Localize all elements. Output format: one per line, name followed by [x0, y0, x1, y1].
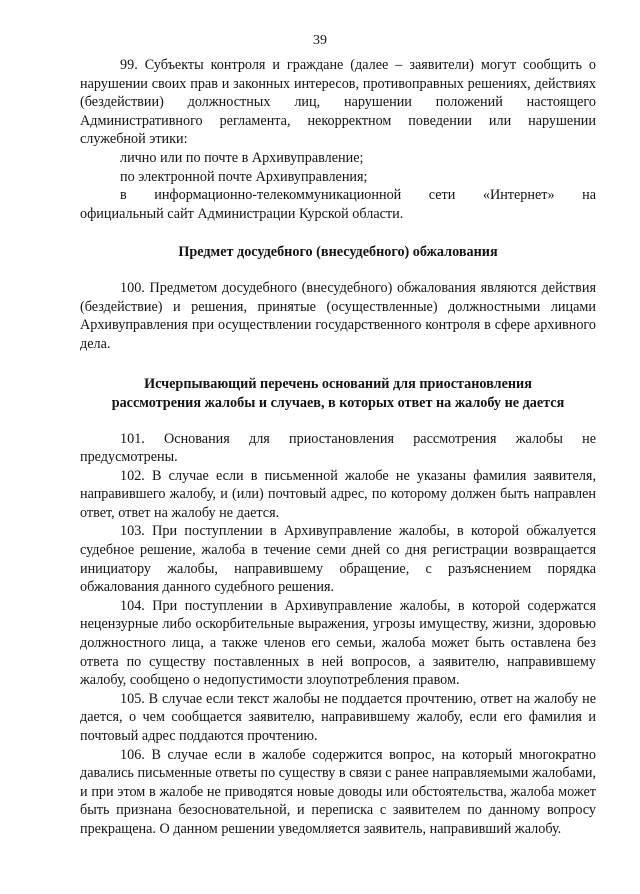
paragraph-100: 100. Предметом досудебного (внесудебного) обжалования являются действия (бездействие) и решения, принятые (осуществленные) должностными лицами Архивуправления при осуществлении государственного контроля в сфере архивного дела. [80, 279, 596, 352]
page-number: 39 [313, 33, 327, 48]
paragraph-102: 102. В случае если в письменной жалобе не указаны фамилия заявителя, направившего жалобу, и (или) почтовый адрес, по которому должен быть направлен ответ, ответ на жалобу не дается. [80, 467, 596, 521]
paragraph-103: 103. При поступлении в Архивуправление жалобы, в которой обжалуется судебное решение, жалоба в течение семи дней со дня регистрации возвращается инициатору жалобы, направившему обращение, с разъяснением порядка обжалования данного судебного решения. [80, 523, 596, 596]
section-heading-appeal-subject: Предмет досудебного (внесудебного) обжалования [178, 244, 498, 261]
paragraph-105: 105. В случае если текст жалобы не поддается прочтению, ответ на жалобу не дается, о чем сообщается заявителю, направившему жалобу, если его фамилия и почтовый адрес поддаются прочтению. [80, 690, 596, 744]
paragraph-101: 101. Основания для приостановления рассмотрения жалобы не предусмотрены. [80, 430, 596, 466]
list-item-internet-continuation: официальный сайт Администрации Курской области. [80, 205, 404, 222]
paragraph-106: 106. В случае если в жалобе содержится вопрос, на который многократно давались письменные ответы по существу в связи с ранее направляемыми жалобами, и при этом в жалобе не приводятся новые доводы или обстоятельства, жалоба может быть признана безосновательной, и переписка с заявителем по данному вопросу прекращена. О данном решении уведомляется заявитель, направивший жалобу. [80, 746, 596, 837]
paragraph-99: 99. Субъекты контроля и граждане (далее – заявители) могут сообщить о нарушении своих прав и законных интересов, противоправных решениях, действиях (бездействии) должностных лиц, нарушении положений настоящего Административного регламента, некорректном поведении или нарушении служебной этики: [80, 57, 596, 148]
section-heading-suspension-line-2: рассмотрения жалобы и случаев, в которых ответ на жалобу не дается [111, 394, 565, 411]
paragraph-104: 104. При поступлении в Архивуправление жалобы, в которой содержатся нецензурные либо оскорбительные выражения, угрозы имуществу, жизни, здоровью должностного лица, а также членов его семьи, жалоба может быть оставлена без ответа по существу поставленных в ней вопросов, а заявителю, направившему жалобу, сообщено о недопустимости злоупотребления правом. [80, 597, 596, 689]
section-heading-suspension-line-1: Исчерпывающий перечень оснований для приостановления [144, 376, 532, 393]
section-heading-suspension [80, 375, 596, 412]
page-content [80, 56, 596, 839]
list-item-email: по электронной почте Архивуправления; [120, 168, 368, 185]
list-item-internet: в информационно-телекоммуникационной сети «Интернет» на [120, 187, 596, 204]
list-item-mail: лично или по почте в Архивуправление; [120, 149, 364, 166]
